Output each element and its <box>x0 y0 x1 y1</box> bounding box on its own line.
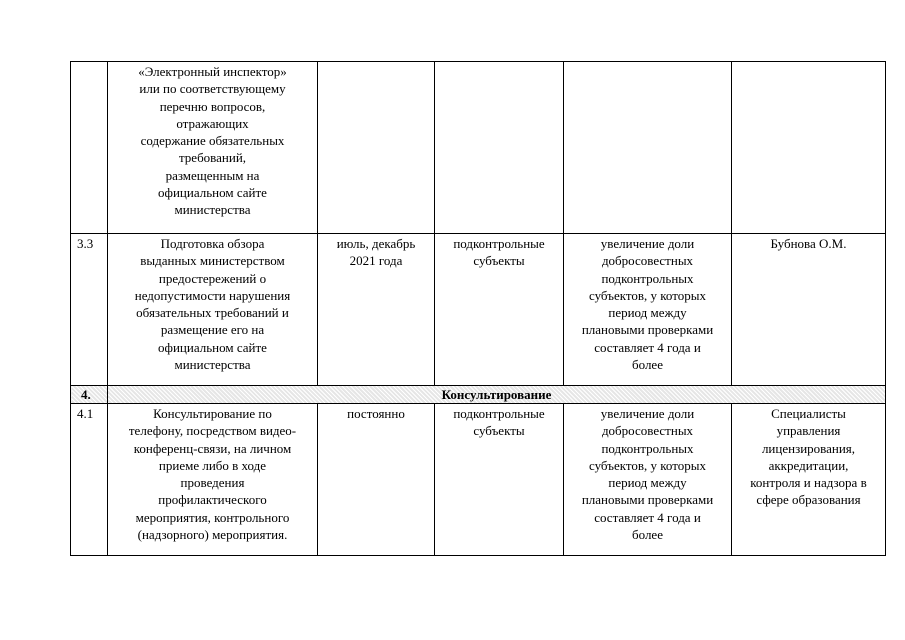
period-cell: июль, декабрь 2021 года <box>318 234 435 386</box>
responsible-cell: Бубнова О.М. <box>732 234 886 386</box>
plan-table <box>70 61 886 556</box>
subjects-cell: подконтрольные субъекты <box>435 234 564 386</box>
section-number: 4. <box>71 386 108 404</box>
row-number: 3.3 <box>71 234 108 386</box>
section-title: Консультирование <box>108 386 886 404</box>
result-cell: увеличение доли добросовестных подконтрольных субъектов, у которых период между плановыми проверками составляет 4 года и более <box>564 234 732 386</box>
period-cell: постоянно <box>318 404 435 556</box>
table-row <box>71 404 886 556</box>
responsible-cell: Специалисты управления лицензирования, аккредитации, контроля и надзора в сфере образования <box>732 404 886 556</box>
result-cell: увеличение доли добросовестных подконтрольных субъектов, у которых период между плановыми проверками составляет 4 года и более <box>564 404 732 556</box>
table-row <box>71 62 886 234</box>
result-cell <box>564 62 732 234</box>
row-number <box>71 62 108 234</box>
subjects-cell <box>435 62 564 234</box>
row-number: 4.1 <box>71 404 108 556</box>
period-cell <box>318 62 435 234</box>
table-row <box>71 234 886 386</box>
subjects-cell: подконтрольные субъекты <box>435 404 564 556</box>
responsible-cell <box>732 62 886 234</box>
activity-cell: Консультирование по телефону, посредством видео- конференц-связи, на личном приеме либо в ходе проведения профилактического мероприятия, контрольного (надзорного) мероприятия. <box>108 404 318 556</box>
activity-cell: «Электронный инспектор» или по соответствующему перечню вопросов, отражающих содержание обязательных требований, размещенным на официальном сайте министерства <box>108 62 318 234</box>
section-header-row <box>71 386 886 404</box>
activity-cell: Подготовка обзора выданных министерством предостережений о недопустимости нарушения обязательных требований и размещение его на официальном сайте министерства <box>108 234 318 386</box>
